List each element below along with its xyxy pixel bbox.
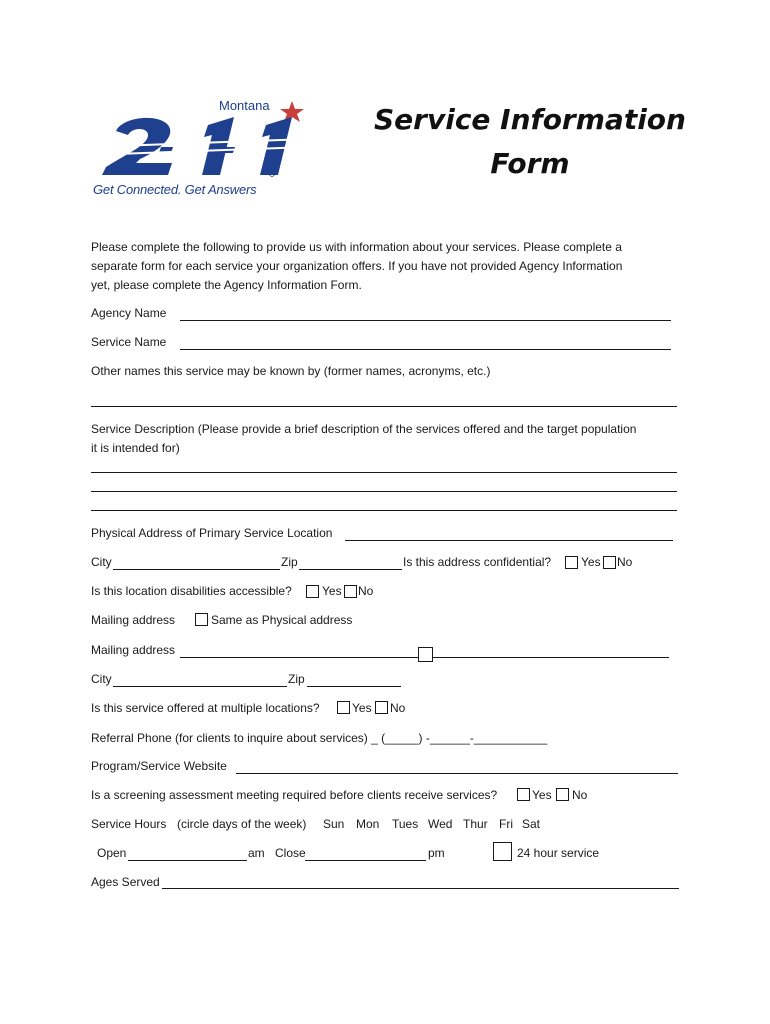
multiple-locations-yes-checkbox[interactable] [337,701,350,714]
website-field[interactable] [236,773,678,774]
logo-tagline: Get Connected. Get Answers [93,182,257,197]
intro-line: yet, please complete the Agency Information Form. [91,278,362,292]
disabilities-no-label: No [358,584,374,598]
service-name-field[interactable] [180,349,671,350]
day-wed[interactable]: Wed [428,817,453,831]
service-description-field[interactable] [91,510,677,511]
confidential-yes-checkbox[interactable] [565,556,578,569]
service-name-label: Service Name [91,335,167,349]
24-hour-label: 24 hour service [517,846,600,860]
service-description-field[interactable] [91,472,677,473]
website-label: Program/Service Website [91,759,227,773]
confidential-label: Is this address confidential? [403,555,552,569]
confidential-yes-label: Yes [581,555,601,569]
mailing-address-label-2: Mailing address [91,643,176,657]
physical-address-field[interactable] [345,540,673,541]
intro-line: Please complete the following to provide us with information about your services. Please complete a [91,240,622,254]
day-thur[interactable]: Thur [463,817,488,831]
disabilities-label: Is this location disabilities accessible? [91,584,292,598]
close-label: Close [275,846,306,860]
confidential-no-label: No [617,555,633,569]
other-names-field[interactable] [91,406,677,407]
intro-paragraph [91,238,691,295]
multiple-locations-label: Is this service offered at multiple locations? [91,701,320,715]
intro-line: separate form for each service your organization offers. If you have not provided Agency Information [91,259,623,273]
agency-name-label: Agency Name [91,306,167,320]
zip-label: Zip [281,555,298,569]
open-label: Open [97,846,127,860]
ages-served-label: Ages Served [91,875,160,889]
day-mon[interactable]: Mon [356,817,380,831]
day-fri[interactable]: Fri [499,817,513,831]
screening-no-label: No [572,788,588,802]
city-field[interactable] [113,569,280,570]
agency-name-field[interactable] [180,320,671,321]
multiple-locations-no-label: No [390,701,406,715]
page-title-line2: Form [490,147,570,180]
other-names-label: Other names this service may be known by (former names, acronyms, etc.) [91,364,491,378]
logo-state: Montana [219,98,270,113]
open-time-field[interactable] [128,860,247,861]
service-description-field[interactable] [91,491,677,492]
star-icon [280,101,304,122]
disabilities-yes-label: Yes [322,584,342,598]
mailing-city-label: City [91,672,112,686]
24-hour-checkbox[interactable] [493,842,512,861]
same-as-physical-label: Same as Physical address [211,613,353,627]
page-title-line1: Service Information [374,103,686,136]
am-label: am [248,846,265,860]
disabilities-yes-checkbox[interactable] [306,585,319,598]
service-description-label-cont: it is intended for) [91,441,180,455]
pm-label: pm [428,846,445,860]
day-sat[interactable]: Sat [522,817,541,831]
confidential-no-checkbox[interactable] [603,556,616,569]
day-sun[interactable]: Sun [323,817,345,831]
mailing-address-checkbox[interactable] [418,647,433,662]
logo-graphic [88,95,318,185]
screening-yes-checkbox[interactable] [517,788,530,801]
city-label: City [91,555,112,569]
service-hours-label: Service Hours [91,817,167,831]
mailing-zip-field[interactable] [307,686,401,687]
multiple-locations-yes-label: Yes [352,701,372,715]
zip-field[interactable] [299,569,402,570]
disabilities-no-checkbox[interactable] [344,585,357,598]
physical-address-label: Physical Address of Primary Service Location [91,526,333,540]
screening-label: Is a screening assessment meeting required before clients receive services? [91,788,498,802]
service-description-label: Service Description (Please provide a brief description of the services offered and the target population [91,422,637,436]
day-tues[interactable]: Tues [392,817,419,831]
mailing-address-label: Mailing address [91,613,176,627]
screening-no-checkbox[interactable] [556,788,569,801]
ages-served-field[interactable] [162,888,679,889]
circle-days-label: (circle days of the week) [177,817,307,831]
close-time-field[interactable] [305,860,426,861]
referral-phone-label: Referral Phone (for clients to inquire about services) _ (_____) -______-___________ [91,731,548,745]
multiple-locations-no-checkbox[interactable] [375,701,388,714]
mailing-city-field[interactable] [113,686,287,687]
mailing-zip-label: Zip [288,672,305,686]
same-as-physical-checkbox[interactable] [195,613,208,626]
screening-yes-label: Yes [532,788,552,802]
